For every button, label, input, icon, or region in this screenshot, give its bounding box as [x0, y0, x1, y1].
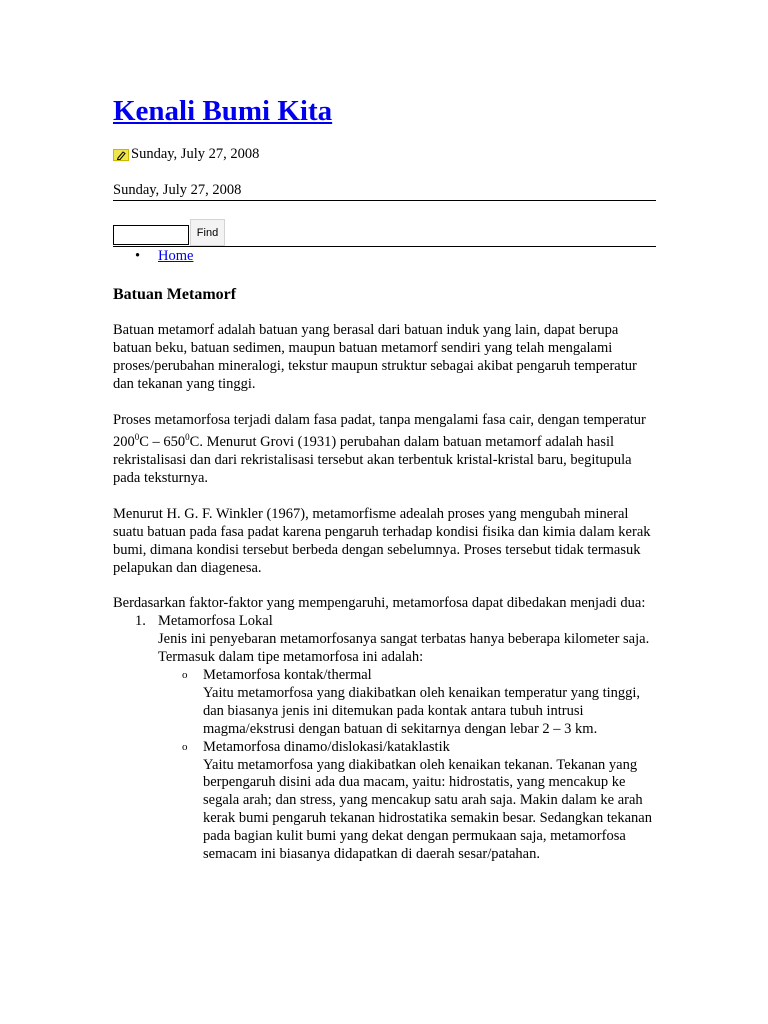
- post-date-row: [113, 146, 259, 163]
- sub-item-text: Yaitu metamorfosa yang diakibatkan oleh kenaikan tekanan. Tekanan yang berpengaruh disini ada dua macam, yaitu: hidrostatis, yang mencakup ke segala arah; dan stress, yang mencakup satu arah saja. Makin dalam ke arah kerak bumi pengaruh tekanan hidrostatika semakin besar. Sedangkan tekanan pada bagian kulit bumi yang dekat dengan permukaan saja, metamorfosa semacam ini biasanya didapatkan di daerah sesar/patahan.: [203, 756, 652, 863]
- post-title: Batuan Metamorf: [113, 286, 237, 303]
- circle-bullet-icon: o: [182, 669, 188, 681]
- ordered-list: [113, 613, 653, 864]
- list-item: [113, 613, 653, 864]
- site-title-link[interactable]: Kenali Bumi Kita: [113, 95, 333, 127]
- find-button[interactable]: Find: [190, 219, 225, 246]
- list-number: 1.: [135, 613, 146, 630]
- divider: [113, 246, 656, 247]
- edit-pencil-icon[interactable]: [113, 149, 129, 161]
- sub-item-title: Metamorfosa kontak/thermal: [203, 667, 372, 683]
- sub-item-title: Metamorfosa dinamo/dislokasi/kataklastik: [203, 738, 450, 755]
- circle-bullet-icon: o: [182, 740, 188, 753]
- paragraph: Batuan metamorf adalah batuan yang berasal dari batuan induk yang lain, dapat berupa batuan beku, batuan sedimen, maupun batuan metamorf sendiri yang telah mengalami proses/perubahan mineralogi, tekstur maupun struktur sebagai akibat pengaruh temperatur dan tekanan yang tinggi.: [113, 322, 637, 392]
- nav-link-home[interactable]: Home: [158, 248, 194, 264]
- nav-item-home: [113, 248, 193, 265]
- search-input[interactable]: [113, 225, 189, 245]
- sub-list: [158, 667, 653, 864]
- sub-list-item: [158, 739, 653, 864]
- sub-list-item: [158, 667, 653, 739]
- sub-item-text: Yaitu metamorfosa yang diakibatkan oleh kenaikan temperatur yang tinggi, dan biasanya jenis ini ditemukan pada kontak antara tubuh intrusi magma/ekstrusi dengan batuan di sekitarnya dengan lebar 2 – 3 km.: [203, 684, 641, 737]
- nav-list: [113, 248, 193, 265]
- site-title: [113, 95, 332, 128]
- paragraph: Menurut H. G. F. Winkler (1967), metamorfisme adealah proses yang mengubah mineral suatu batuan pada fasa padat karena pengaruh terhadap kondisi fisika dan kimia dalam kerak bumi, dimana kondisi tersebut berbeda dengan sebelumnya. Proses tersebut tidak termasuk pelapukan dan diagenesa.: [113, 505, 651, 576]
- list-item-title: Metamorfosa Lokal: [158, 613, 273, 630]
- post-body: [113, 322, 653, 864]
- post-date: Sunday, July 27, 2008: [113, 182, 242, 198]
- paragraph: Proses metamorfosa terjadi dalam fasa padat, tanpa mengalami fasa cair, dengan temperatur $200^0C - 650^0C$. Menurut Grovi (1931) perubahan dalam batuan metamorf adalah hasil rekristalisasi dan dari rekristalisasi tersebut akan terbentuk kristal-kristal baru, begitupula pada teksturnya.: [113, 411, 646, 487]
- icon-date-text: Sunday, July 27, 2008: [131, 146, 260, 162]
- list-item-text: Jenis ini penyebaran metamorfosanya sangat terbatas hanya beberapa kilometer saja. Termasuk dalam tipe metamorfosa ini adalah:: [158, 631, 650, 666]
- divider: [113, 200, 656, 201]
- paragraph: Berdasarkan faktor-faktor yang mempengaruhi, metamorfosa dapat dibedakan menjadi dua:: [113, 595, 646, 612]
